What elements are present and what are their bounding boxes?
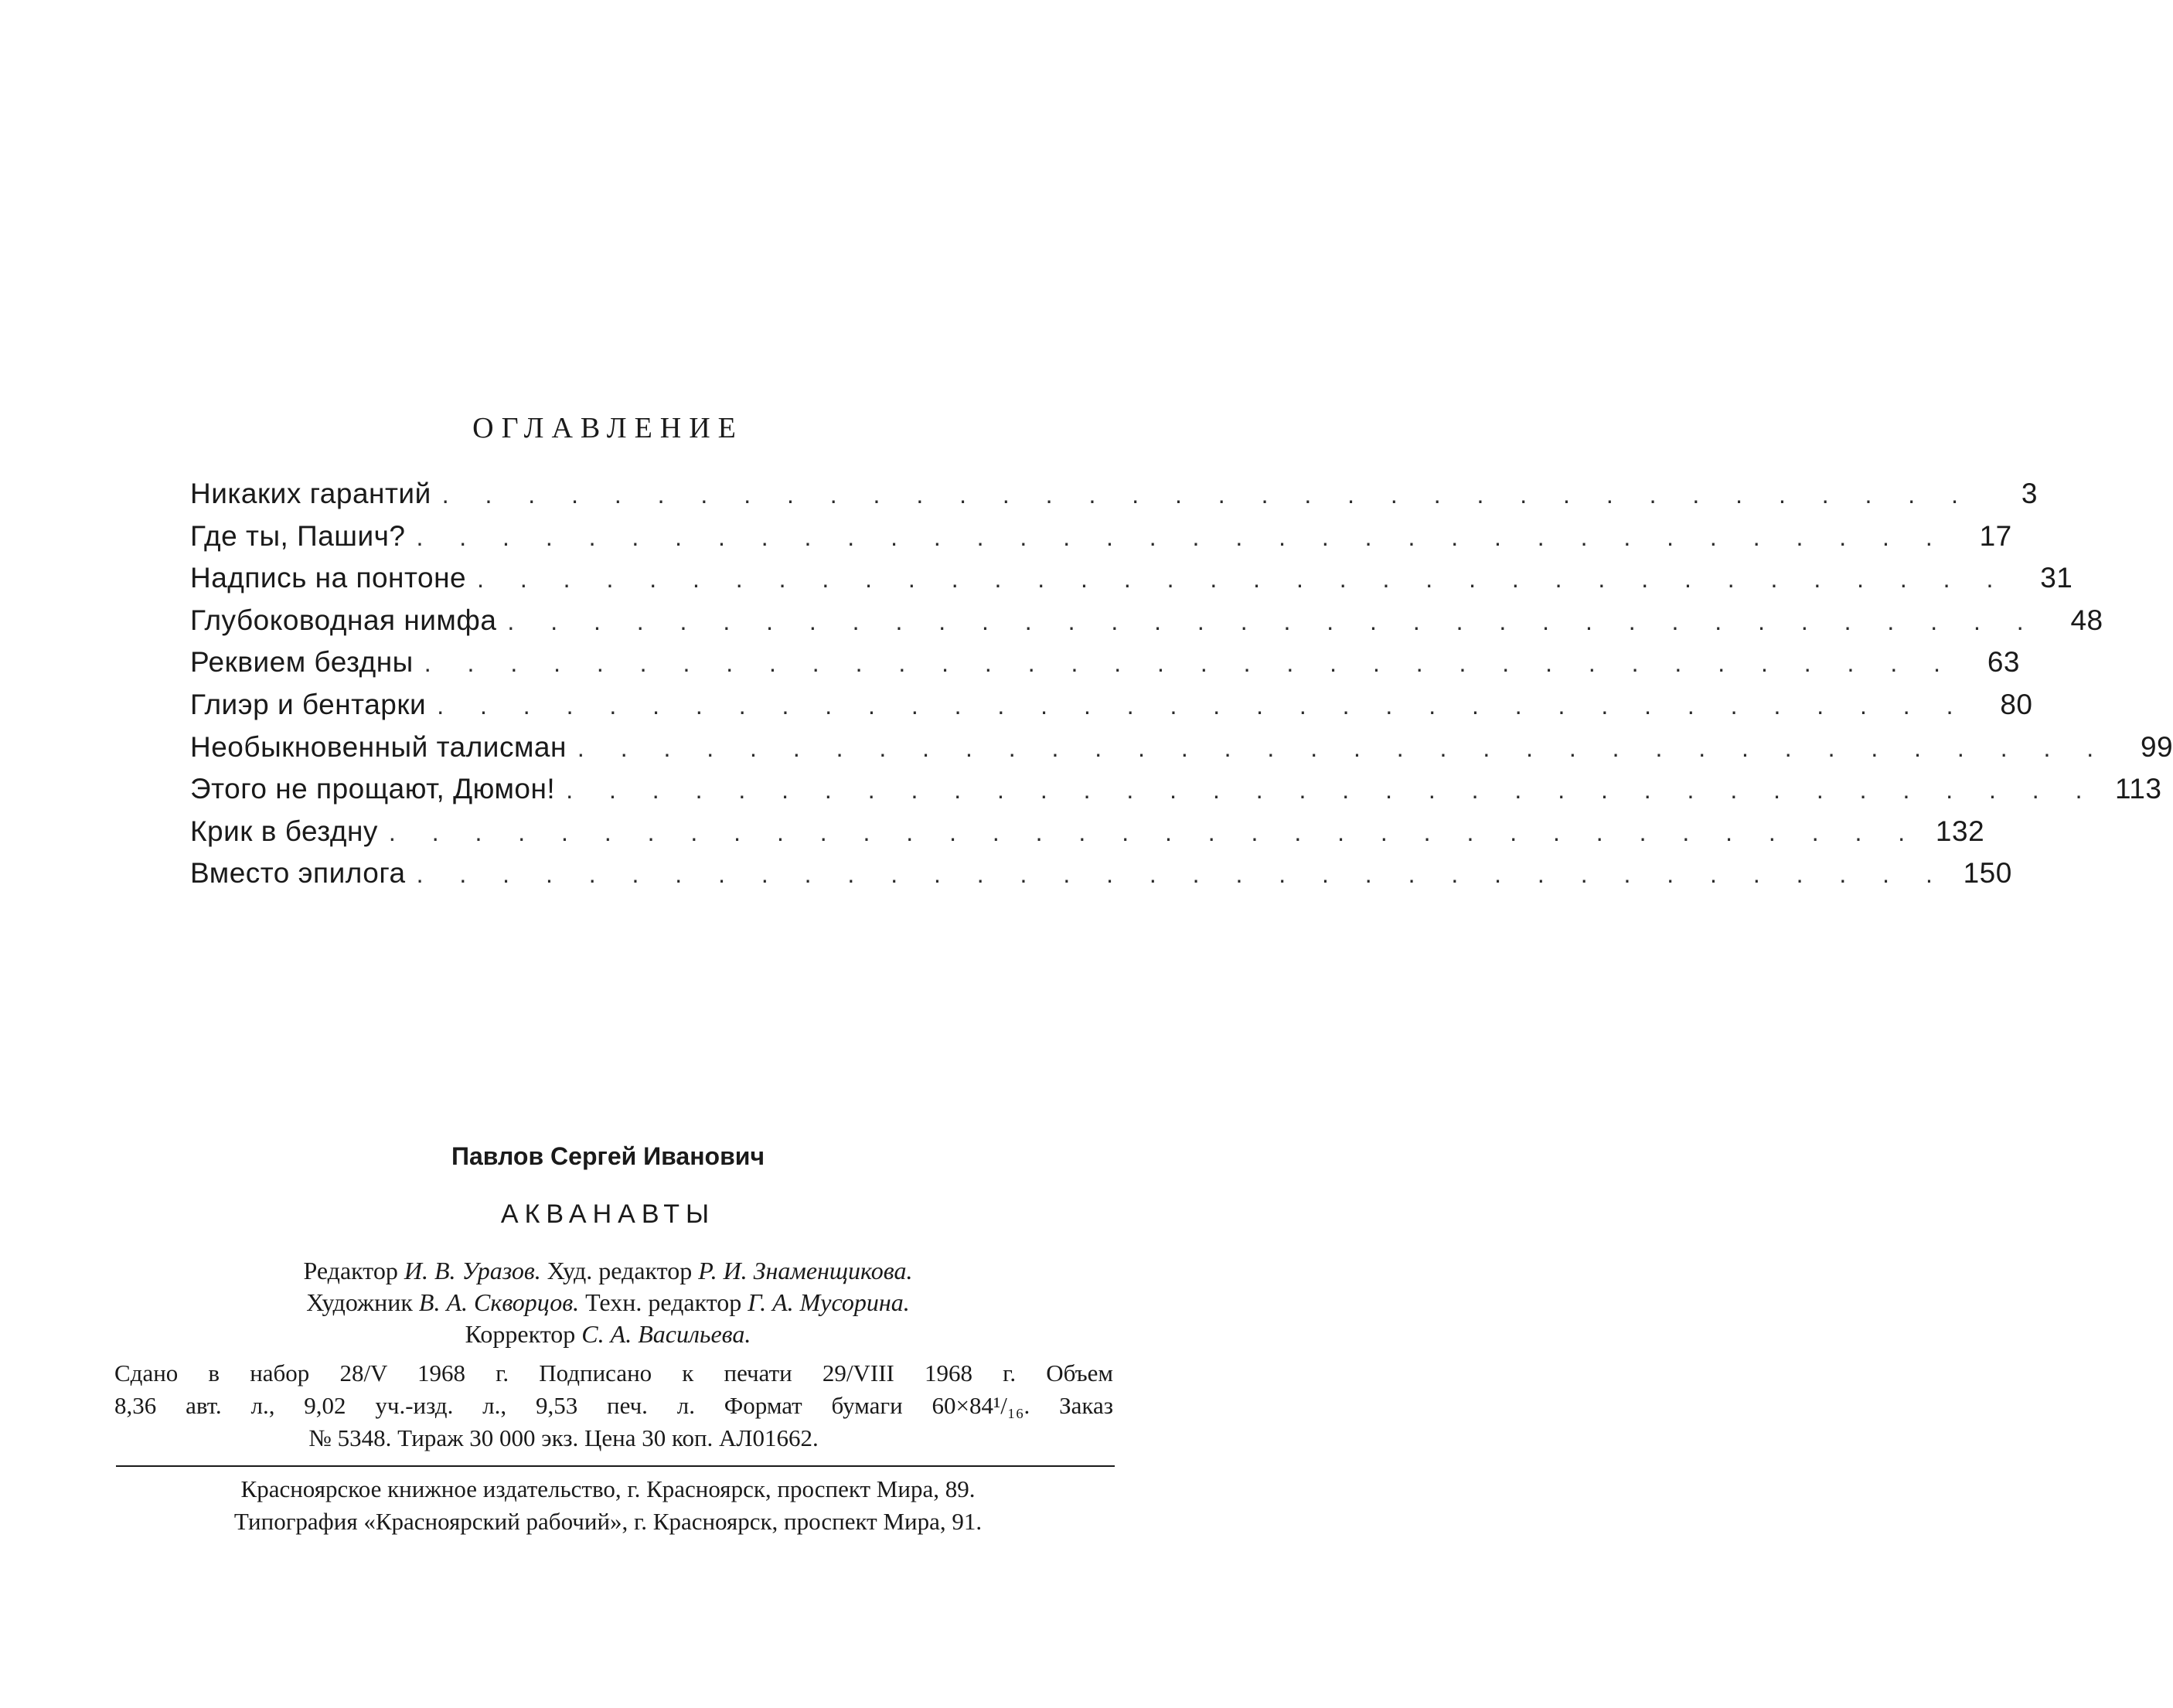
toc-item[interactable]: [190, 478, 2038, 520]
proofreader-name: С. А. Васильева.: [581, 1320, 751, 1348]
toc-item-page: 132: [1935, 815, 1985, 847]
toc-item[interactable]: [190, 773, 2162, 815]
tech-editor-label: Техн. редактор: [585, 1288, 742, 1316]
toc-dot-leader: . . . . . . . . . . . . . . . . . . . . . . . . . . . . . . . . . . . .: [424, 649, 1955, 678]
printing-house-line: Типография «Красноярский рабочий», г. Красноярск, проспект Мира, 91.: [233, 1508, 983, 1535]
toc-item-page: 99: [2140, 730, 2173, 763]
toc-item-title: Вместо эпилога: [190, 857, 406, 890]
toc-item-title: Надпись на понтоне: [190, 562, 467, 594]
artist-name: В. А. Скворцов.: [418, 1288, 580, 1316]
toc-dot-leader: . . . . . . . . . . . . . . . . . . . . . . . . . . . . . . . . . . . .: [477, 565, 2008, 594]
toc-item-page: 17: [1979, 519, 2012, 552]
toc-item-page: 113: [2114, 773, 2162, 805]
toc-dot-leader: . . . . . . . . . . . . . . . . . . . . . . . . . . . . . . . . . . . .: [388, 818, 1920, 846]
horizontal-rule: [116, 1465, 1115, 1467]
toc-item-title: Реквием бездны: [190, 646, 414, 679]
editor-label: Редактор: [303, 1257, 398, 1284]
toc-item-title: Этого не прощают, Дюмон!: [190, 773, 556, 805]
print-info-line: 8,36 авт. л., 9,02 уч.-изд. л., 9,53 печ. л. Формат бумаги 60×84¹/₁₆. Заказ: [114, 1392, 1113, 1419]
art-editor-label: Худ. редактор: [547, 1257, 693, 1284]
toc-item-title: Никаких гарантий: [190, 478, 431, 509]
toc-dot-leader: . . . . . . . . . . . . . . . . . . . . . . . . . . . . . . . . . . . .: [437, 691, 1968, 720]
toc-item-page: 150: [1963, 857, 2012, 890]
toc-item[interactable]: [190, 519, 2012, 563]
credits-line: [0, 1287, 1216, 1318]
toc-dot-leader: . . . . . . . . . . . . . . . . . . . . . . . . . . . . . . . . . . . .: [577, 733, 2109, 762]
toc-item[interactable]: [190, 604, 2103, 647]
publisher-info: [0, 1473, 1216, 1538]
toc-item[interactable]: [190, 646, 2020, 689]
editor-name: И. В. Уразов.: [404, 1257, 541, 1284]
art-editor-name: Р. И. Знаменщикова.: [698, 1257, 913, 1284]
author-name: Павлов Сергей Иванович: [451, 1142, 765, 1170]
proofreader-label: Корректор: [465, 1320, 576, 1348]
toc-dot-leader: . . . . . . . . . . . . . . . . . . . . . . . . . . . . . . . . . . . .: [507, 607, 2038, 635]
credits-line: [0, 1318, 1216, 1350]
credits-block: [0, 1255, 1216, 1350]
toc-item-title: Где ты, Пашич?: [190, 519, 406, 552]
print-info: [114, 1357, 1113, 1455]
artist-label: Художник: [306, 1288, 413, 1316]
toc-dot-leader: . . . . . . . . . . . . . . . . . . . . . . . . . . . . . . . . . . . .: [416, 522, 1947, 551]
toc-item-page: 3: [2021, 478, 2038, 509]
book-title: АКВАНАВТЫ: [500, 1199, 716, 1229]
toc-item-title: Глиэр и бентарки: [190, 688, 427, 720]
toc-item-title: Необыкновенный талисман: [190, 730, 567, 763]
publisher-line: Красноярское книжное издательство, г. Красноярск, проспект Мира, 89.: [240, 1475, 976, 1502]
toc-item-title: Крик в бездну: [190, 815, 378, 847]
print-info-line: Сдано в набор 28/V 1968 г. Подписано к печати 29/VIII 1968 г. Объем: [114, 1359, 1113, 1386]
toc-item-page: 80: [2000, 688, 2033, 720]
toc-item[interactable]: [190, 815, 1985, 858]
toc-item-page: 63: [1987, 646, 2020, 679]
toc-item-page: 31: [2040, 562, 2073, 594]
toc-item-page: 48: [2070, 604, 2103, 636]
credits-line: [0, 1255, 1216, 1287]
toc-item-title: Глубоководная нимфа: [190, 604, 497, 636]
toc-heading: ОГЛАВЛЕНИЕ: [472, 412, 744, 444]
toc-item[interactable]: [190, 688, 2033, 731]
toc-item[interactable]: [190, 562, 2073, 604]
toc-list: [190, 478, 2173, 900]
toc-dot-leader: . . . . . . . . . . . . . . . . . . . . . . . . . . . . . . . . . . . .: [566, 776, 2097, 805]
toc-dot-leader: . . . . . . . . . . . . . . . . . . . . . . . . . . . . . . . . . . . .: [441, 481, 1973, 509]
toc-item[interactable]: [190, 730, 2173, 774]
tech-editor-name: Г. А. Мусорина.: [748, 1288, 910, 1316]
toc-item[interactable]: [190, 857, 2012, 900]
print-info-line: № 5348. Тираж 30 000 экз. Цена 30 коп. АЛ01662.: [308, 1424, 819, 1451]
toc-dot-leader: . . . . . . . . . . . . . . . . . . . . . . . . . . . . . . . . . . . .: [416, 860, 1947, 889]
